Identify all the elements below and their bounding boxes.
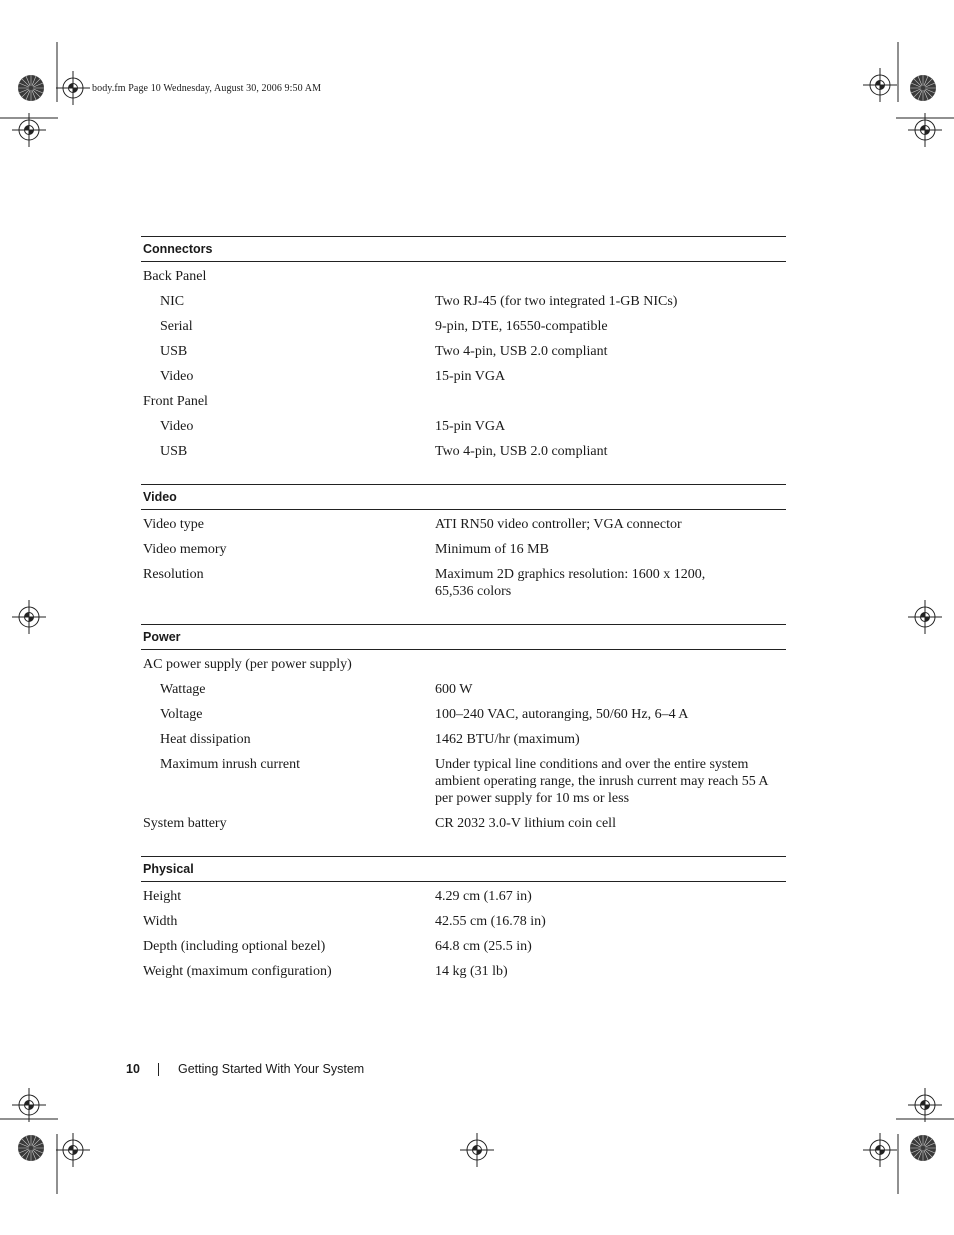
spec-label: Video [160,369,194,384]
registration-star-mark [910,1135,936,1161]
spec-section [141,484,786,604]
footer-divider [158,1063,159,1076]
registration-target-mark [56,71,90,105]
spec-row [141,959,786,984]
spec-row [141,439,786,464]
spec-value [435,656,786,673]
spec-value: Two 4-pin, USB 2.0 compliant [435,444,608,459]
spec-label: Serial [160,319,193,334]
specifications-table [141,236,786,1004]
spec-value: Two RJ-45 (for two integrated 1-GB NICs) [435,294,678,309]
spec-value: 14 kg (31 lb) [435,964,508,979]
registration-star-mark [18,1135,44,1161]
registration-target-mark [908,1088,942,1122]
spec-value: 4.29 cm (1.67 in) [435,889,532,904]
registration-target-mark [12,600,46,634]
spec-label: Wattage [160,682,206,697]
spec-label: Depth (including optional bezel) [143,939,326,954]
spec-row [141,727,786,752]
spec-value: ATI RN50 video controller; VGA connector [435,517,682,532]
registration-target-mark [908,600,942,634]
registration-target-mark [460,1133,494,1167]
spec-value: Two 4-pin, USB 2.0 compliant [435,344,608,359]
spec-label: Width [143,914,178,929]
spec-value: 9-pin, DTE, 16550-compatible [435,319,608,334]
section-heading: Power [141,624,786,650]
footer-title: Getting Started With Your System [178,1062,365,1076]
spec-label: Voltage [160,707,203,722]
spec-label: Front Panel [143,394,208,409]
spec-value [435,268,786,285]
spec-value: CR 2032 3.0-V lithium coin cell [435,816,616,831]
registration-target-mark [12,1088,46,1122]
registration-star-mark [910,75,936,101]
spec-value: Under typical line conditions and over the entire system ambient operating range, the inrush current may reach 55 A per power supply for 10 ms or less [435,757,769,806]
spec-label: Video [160,419,194,434]
spec-label: USB [160,344,188,359]
spec-row [141,702,786,727]
spec-label: Resolution [143,567,204,582]
spec-label: NIC [160,294,185,309]
registration-target-mark [56,1133,90,1167]
registration-target-mark [863,1133,897,1167]
spec-label: Video type [143,517,204,532]
spec-row [141,677,786,702]
spec-label: Video memory [143,542,227,557]
spec-value: 600 W [435,682,473,697]
spec-row [141,389,786,414]
page-number: 10 [126,1062,140,1076]
spec-label: System battery [143,816,227,831]
spec-row [141,512,786,537]
spec-value: 15-pin VGA [435,419,506,434]
spec-value: Minimum of 16 MB [435,542,549,557]
spec-row [141,414,786,439]
spec-row [141,314,786,339]
spec-label: Heat dissipation [160,732,251,747]
spec-row [141,289,786,314]
spec-row [141,562,786,604]
spec-section [141,624,786,836]
spec-section [141,236,786,464]
spec-label: Back Panel [143,269,207,284]
spec-row [141,652,786,677]
spec-row [141,537,786,562]
spec-value: 42.55 cm (16.78 in) [435,914,546,929]
spec-label: Maximum inrush current [160,757,300,772]
spec-row [141,752,786,811]
spec-value: 1462 BTU/hr (maximum) [435,732,580,747]
spec-row [141,909,786,934]
print-header: body.fm Page 10 Wednesday, August 30, 2006 9:50 AM [92,83,322,94]
spec-row [141,934,786,959]
spec-row [141,264,786,289]
spec-label: AC power supply (per power supply) [143,657,352,672]
spec-value: Maximum 2D graphics resolution: 1600 x 1200, 65,536 colors [435,567,706,599]
spec-value: 15-pin VGA [435,369,506,384]
registration-star-mark [18,75,44,101]
section-heading: Video [141,484,786,510]
section-heading: Connectors [141,236,786,262]
spec-row [141,811,786,836]
spec-value [435,393,786,410]
spec-label: Height [143,889,182,904]
spec-row [141,364,786,389]
spec-row [141,339,786,364]
spec-value: 100–240 VAC, autoranging, 50/60 Hz, 6–4 A [435,707,689,722]
spec-row [141,884,786,909]
spec-section [141,856,786,984]
section-heading: Physical [141,856,786,882]
spec-value: 64.8 cm (25.5 in) [435,939,532,954]
page-footer [126,1062,364,1076]
registration-target-mark [863,68,897,102]
spec-label: USB [160,444,188,459]
spec-label: Weight (maximum configuration) [143,964,332,979]
